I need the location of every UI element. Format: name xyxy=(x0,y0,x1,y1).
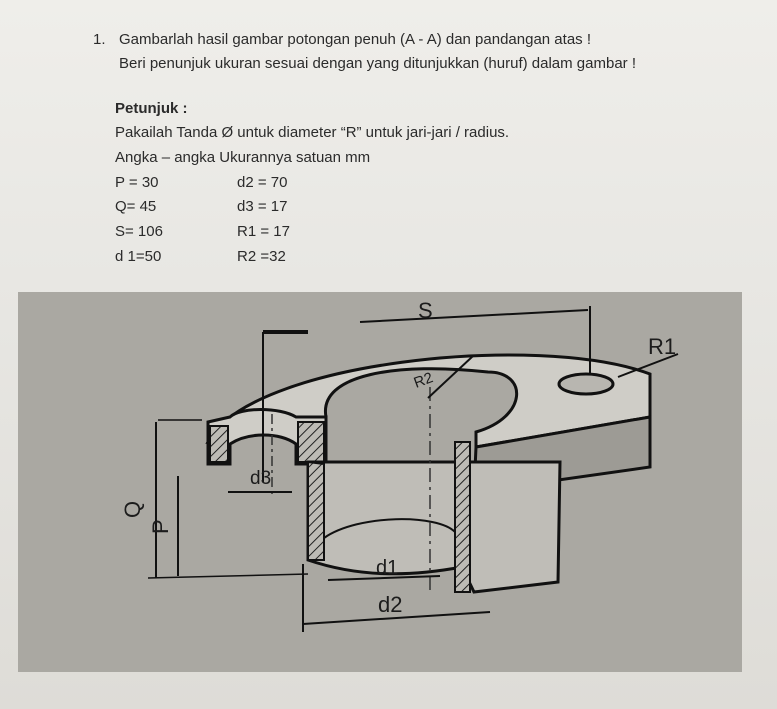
label-p: P xyxy=(148,519,173,534)
label-q: Q xyxy=(120,500,145,518)
label-r2: R2 xyxy=(411,369,436,392)
hints-line-2: Angka – angka Ukurannya satuan mm xyxy=(115,149,371,166)
label-r1: R1 xyxy=(648,334,677,359)
hub-cylinder xyxy=(308,442,560,592)
bolt-hole xyxy=(559,374,613,394)
label-d2: d2 xyxy=(378,592,403,617)
hints-title: Petunjuk : xyxy=(115,100,188,117)
label-s: S xyxy=(418,298,433,323)
label-d1: d1 xyxy=(376,557,399,579)
dim-q: Q= 45 xyxy=(115,198,157,215)
technical-drawing xyxy=(18,292,742,672)
hints-line-1: Pakailah Tanda Ø untuk diameter “R” untuk jari-jari / radius. xyxy=(115,124,510,141)
dim-d3: d3 = 17 xyxy=(237,198,288,215)
question-line-2: Beri penunjuk ukuran sesuai dengan yang ditunjukkan (huruf) dalam gambar ! xyxy=(119,55,636,72)
question-number: 1. xyxy=(93,31,106,48)
question-line-1: Gambarlah hasil gambar potongan penuh (A - A) dan pandangan atas ! xyxy=(119,31,591,48)
dim-p: P = 30 xyxy=(115,174,159,191)
counterbore-section xyxy=(208,410,326,465)
dim-r2: R2 =32 xyxy=(237,248,286,265)
label-d3: d3 xyxy=(250,468,272,489)
drawing-canvas xyxy=(18,292,742,672)
dim-d1: d 1=50 xyxy=(115,248,162,265)
dim-d2: d2 = 70 xyxy=(237,174,288,191)
dim-r1: R1 = 17 xyxy=(237,223,290,240)
dim-s: S= 106 xyxy=(115,223,163,240)
